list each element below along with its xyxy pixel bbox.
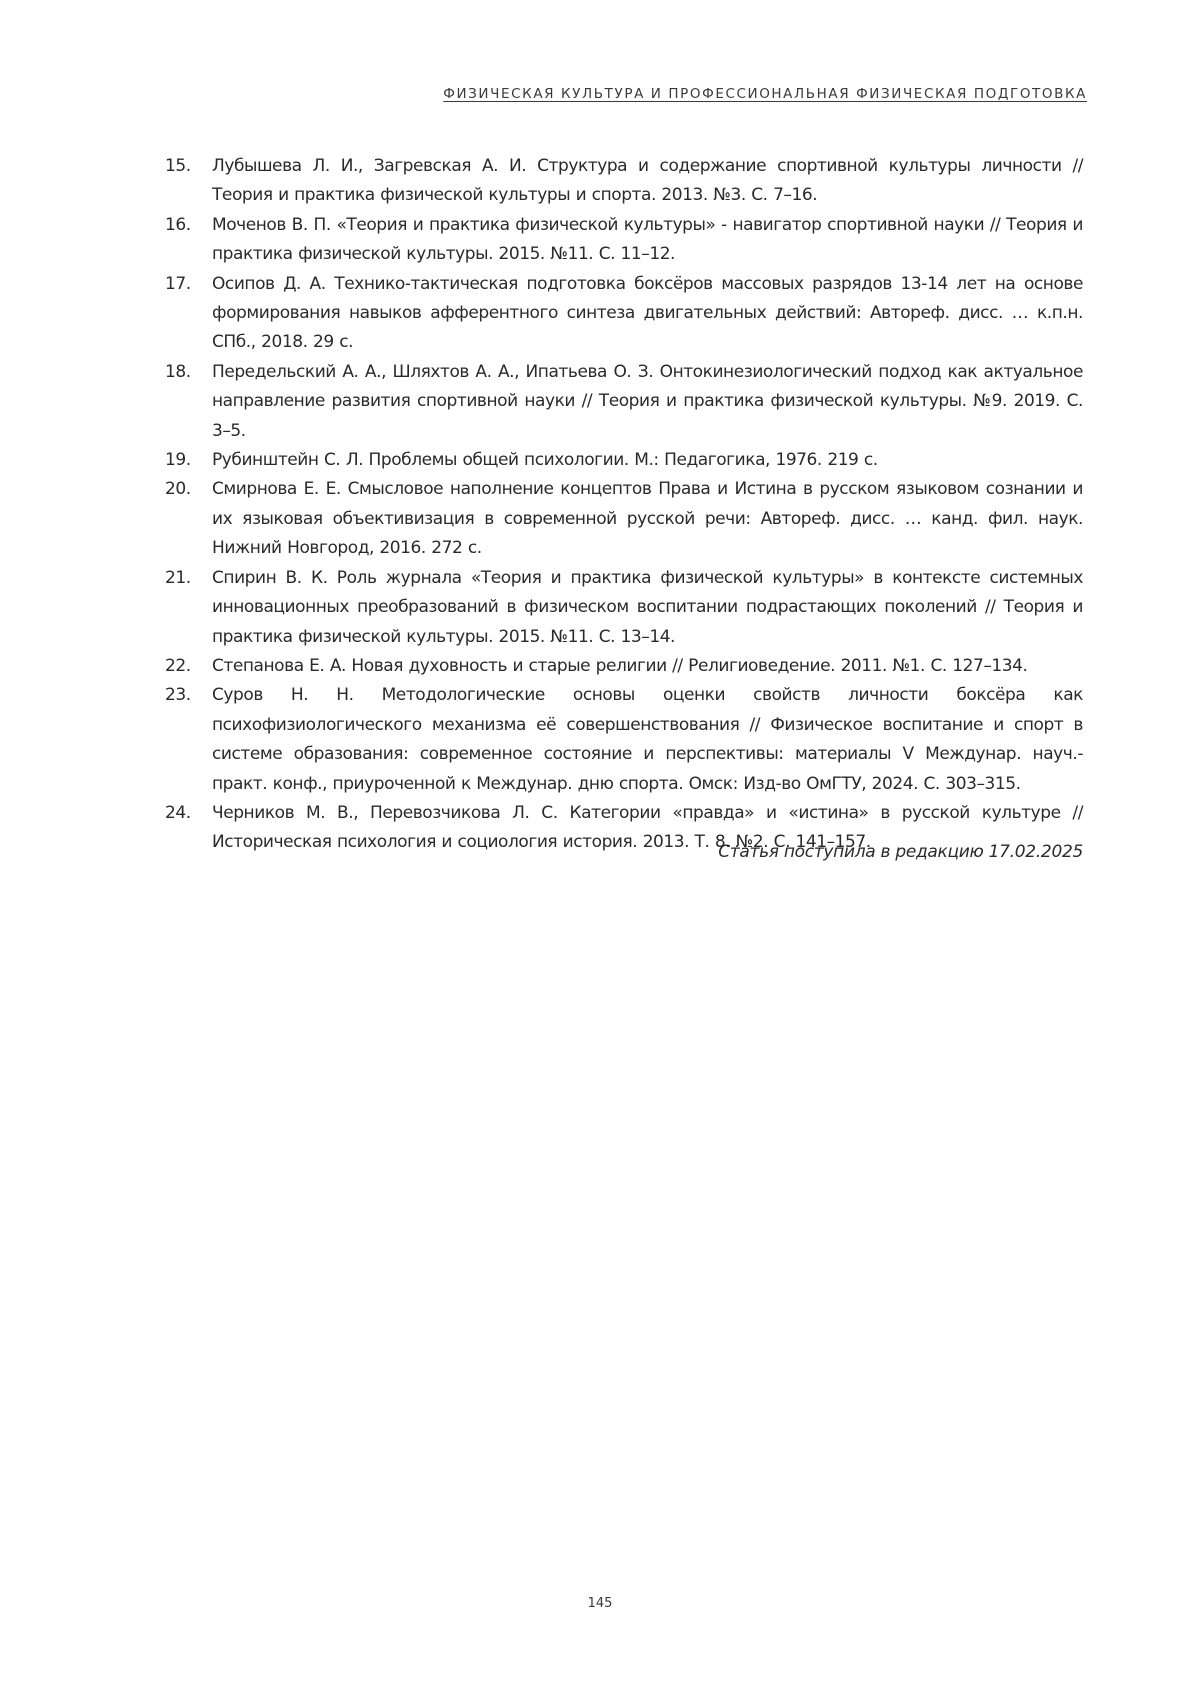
- reference-list: [165, 152, 1083, 858]
- reference-item: [165, 475, 1083, 563]
- reference-number: 17.: [165, 273, 191, 294]
- reference-text: Суров Н. Н. Методологические основы оценки свойств личности боксёра как психофизиологического механизма её совершенствования // Физическое воспитание и спорт в системе образования: современное состояние и перспективы: материалы V Междунар. науч.-практ. конф., приуроченной к Междунар. дню спорта. Омск: Изд-во ОмГТУ, 2024. С. 303–315.: [212, 685, 1083, 794]
- reference-item: [165, 270, 1083, 358]
- reference-text: Лубышева Л. И., Загревская А. И. Структура и содержание спортивной культуры личности // Теория и практика физической культуры и спорта. 2013. №3. С. 7–16.: [212, 156, 1083, 206]
- reference-text: Осипов Д. А. Технико-тактическая подготовка боксёров массовых разрядов 13-14 лет на основе формирования навыков афферентного синтеза двигательных действий: Автореф. дисс. … к.п.н. СПб., 2018. 29 с.: [212, 273, 1083, 353]
- reference-item: [165, 152, 1083, 211]
- reference-number: 16.: [165, 214, 191, 235]
- reference-item: [165, 681, 1083, 799]
- running-title: ФИЗИЧЕСКАЯ КУЛЬТУРА И ПРОФЕССИОНАЛЬНАЯ ФИЗИЧЕСКАЯ ПОДГОТОВКА: [443, 86, 1087, 102]
- reference-number: 18.: [165, 361, 191, 382]
- reference-text: Передельский А. А., Шляхтов А. А., Ипатьева О. З. Онтокинезиологический подход как актуальное направление развития спортивной науки // Теория и практика физической культуры. №9. 2019. С. 3–5.: [212, 361, 1083, 441]
- reference-number: 22.: [165, 655, 191, 676]
- reference-text: Спирин В. К. Роль журнала «Теория и практика физической культуры» в контексте системных инновационных преобразований в физическом воспитании подрастающих поколений // Теория и практика физической культуры. 2015. №11. С. 13–14.: [212, 567, 1083, 647]
- reference-item: [165, 358, 1083, 446]
- reference-number: 24.: [165, 802, 191, 823]
- reference-number: 23.: [165, 685, 191, 706]
- reference-text: Рубинштейн С. Л. Проблемы общей психологии. М.: Педагогика, 1976. 219 с.: [212, 450, 878, 471]
- reference-item: [165, 652, 1083, 681]
- reference-item: [165, 564, 1083, 652]
- reference-text: Смирнова Е. Е. Смысловое наполнение концептов Права и Истина в русском языковом сознании и их языковая объективизация в современной русской речи: Автореф. дисс. … канд. фил. наук. Нижний Новгород, 2016. 272 с.: [212, 479, 1083, 559]
- reference-number: 19.: [165, 450, 191, 471]
- reference-number: 20.: [165, 479, 191, 500]
- reference-text: Моченов В. П. «Теория и практика физической культуры» - навигатор спортивной науки // Теория и практика физической культуры. 2015. №11. С. 11–12.: [212, 214, 1083, 265]
- reference-item: [165, 446, 1083, 475]
- reference-text: Степанова Е. А. Новая духовность и старые религии // Религиоведение. 2011. №1. С. 127–134.: [212, 655, 1028, 676]
- reference-number: 21.: [165, 567, 191, 588]
- received-date-note: Статья поступила в редакцию 17.02.2025: [718, 842, 1083, 862]
- reference-item: [165, 211, 1083, 270]
- reference-text: Черников М. В., Перевозчикова Л. С. Категории «правда» и «истина» в русской культуре // Историческая психология и социология история. 2013. Т. 8. №2. С. 141–157.: [212, 802, 1083, 853]
- reference-number: 15.: [165, 156, 191, 176]
- page-number: 145: [587, 1596, 613, 1611]
